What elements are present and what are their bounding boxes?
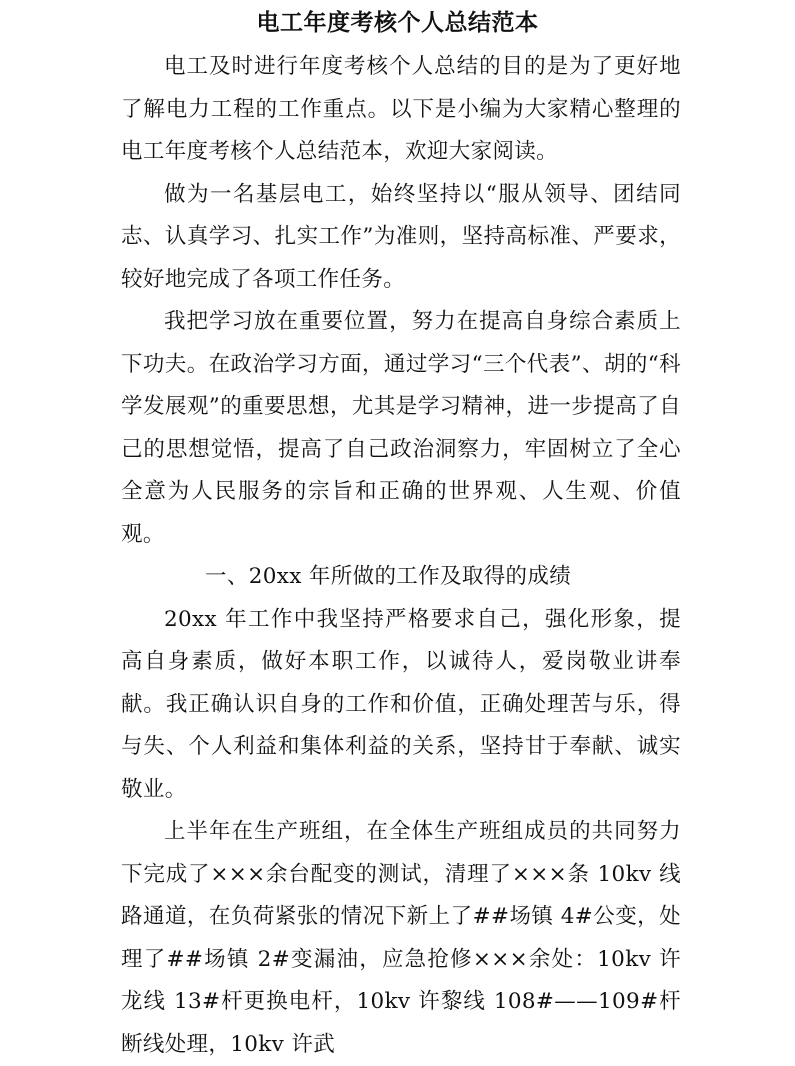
paragraph-intro: 电工及时进行年度考核个人总结的目的是为了更好地了解电力工程的工作重点。以下是小编为大家精心整理的电工年度考核个人总结范本，欢迎大家阅读。 [121,54,681,164]
document-body [121,46,681,1066]
paragraph-study: 我把学习放在重要位置，努力在提高自身综合素质上下功夫。在政治学习方面，通过学习“三个代表”、胡的“科学发展观”的重要思想，尤其是学习精神，进一步提高了自己的思想觉悟，提高了自己政治洞察力，牢固树立了全心全意为人民服务的宗旨和正确的世界观、人生观、价值观。 [121,309,681,547]
section-heading: 一、20xx 年所做的工作及取得的成绩 [205,564,572,589]
paragraph-production-work: 上半年在生产班组，在全体生产班组成员的共同努力下完成了×××余台配变的测试，清理了×××条 10kv 线路通道，在负荷紧张的情况下新上了##场镇 4#公变，处理了##场镇 2#变漏油，应急抢修×××余处：10kv 许龙线 13#杆更换电杆，10kv 许黎线 108#——109#杆断线处理，10kv 许武 [121,819,681,1057]
paragraph-principles: 做为一名基层电工，始终坚持以“服从领导、团结同志、认真学习、扎实工作”为准则，坚持高标准、严要求，较好地完成了各项工作任务。 [121,181,681,292]
paragraph-work-attitude: 20xx 年工作中我坚持严格要求自己，强化形象，提高自身素质，做好本职工作，以诚待人，爱岗敬业讲奉献。我正确认识自身的工作和价值，正确处理苦与乐，得与失、个人利益和集体利益的关系，坚持甘于奉献、诚实敬业。 [121,606,681,802]
document-title: 电工年度考核个人总结范本 [256,10,539,36]
